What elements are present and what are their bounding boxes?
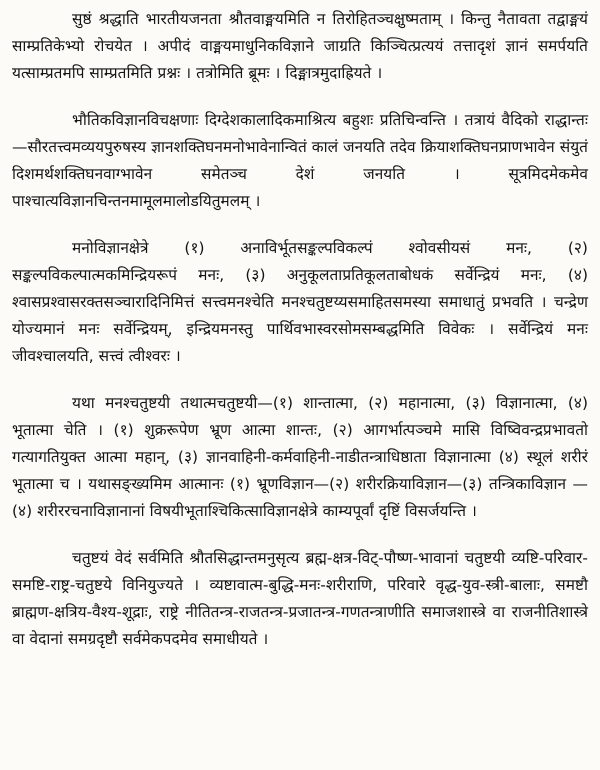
paragraph-2: भौतिकविज्ञानविचक्षणाः दिग्देशकालादिकमाश्रित्य बहुशः प्रतिचिन्वन्ति । तत्रायं वैदिको राद्धान्तः—सौरतत्त्वमव्ययपुरुषस्य ज्ञानशक्तिघनमनोभावेनान्वितं कालं जनयति तदेव क्रियाशक्तिघनप्राणभावेन संयुतं दिशमर्थशक्तिघनवाग्भावेन समेतञ्च देशं जनयति । सूत्रमिदमेकमेव पाश्चात्यविज्ञानचिन्तनमामूलमालोडयितुमलम् । — [12, 111, 588, 210]
paragraph-1: सुष्ठं श्रद्धाति भारतीयजनता श्रौतवाङ्मयमिति न तिरोहितञ्चक्षुष्मताम् । किन्तु नैतावता तद्वाङ्मयं साम्प्रतिकेभ्यो रोचयेत । अपीदं वाङ्मयमाधुनिकविज्ञाने जाग्रति किञ्चित्प्रत्ययं तत्तादृशं ज्ञानं समर्पयति यत्साम्प्रतमपि साम्प्रतमिति प्रश्नः । तत्रोमिति ब्रूमः । दिङ्मात्रमुदाह्रियते । — [12, 10, 588, 82]
paragraph-4: यथा मनश्चतुष्टयी तथात्मचतुष्टयी—(१) शान्तात्मा, (२) महानात्मा, (३) विज्ञानात्मा, (४) भूतात्मा चेति । (१) शुक्ररूपेण भ्रूण आत्मा शान्तः, (२) आगर्भात्पञ्चमे मासि विष्विवन्द्रप्रभावतो गत्यागतियुक्त आत्मा महान्, (३) ज्ञानवाहिनी-कर्मवाहिनी-नाडीतन्त्राधिष्ठाता विज्ञानात्मा (४) स्थूलं शरीरं भूतात्मा च । यथासङ्ख्यमिम आत्मानः (१) भ्रूणविज्ञान—(२) शरीरक्रियाविज्ञान—(३) तन्त्रिकाविज्ञान —(४) शरीररचनाविज्ञानानां विषयीभूताश्चिकित्साविज्ञानक्षेत्रे काम्यपूर्वां दृष्टिं विसर्जयन्ति । — [12, 394, 588, 520]
paragraph-5: चतुष्टयं वेदं सर्वमिति श्रौतसिद्धान्तमनुसृत्य ब्रह्म-क्षत्र-विट्-पौष्ण-भावानां चतुष्टयी व्यष्टि-परिवार-समष्टि-राष्ट्र-चतुष्टये विनियुज्यते । व्यष्टावात्म-बुद्धि-मनः-शरीराणि, परिवारे वृद्ध-युव-स्त्री-बालाः, समष्टौ ब्राह्मण-क्षत्रिय-वैश्य-शूद्राः, राष्ट्रे नीतितन्त्र-राजतन्त्र-प्रजातन्त्र-गणतन्त्राणीति समाजशास्त्रे वा राजनीतिशास्त्रे वा वेदानां समग्रदृष्टौ सर्वमेकपदमेव समाधीयते । — [12, 549, 588, 648]
paragraph-3: मनोविज्ञानक्षेत्रे (१) अनाविर्भूतसङ्कल्पविकल्पं श्वोवसीयसं मनः, (२) सङ्कल्पविकल्पात्मकमिन्द्रियरूपं मनः, (३) अनुकूलताप्रतिकूलताबोधकं सर्वेन्द्रियं मनः, (४) श्वासप्रश्वासरक्तसञ्चारादिनिमित्तं सत्त्वमनश्चेति मनश्चतुष्टय्यसमाहितसमस्या समाधातुं प्रभवति । चन्द्रेण योज्यमानं मनः सर्वेन्द्रियम्, इन्द्रियमनस्तु पार्थिवभास्वरसोमसम्बद्धमिति विवेकः । सर्वेन्द्रियं मनः जीवश्चालयति, सत्त्वं त्वीश्वरः । — [12, 239, 588, 365]
